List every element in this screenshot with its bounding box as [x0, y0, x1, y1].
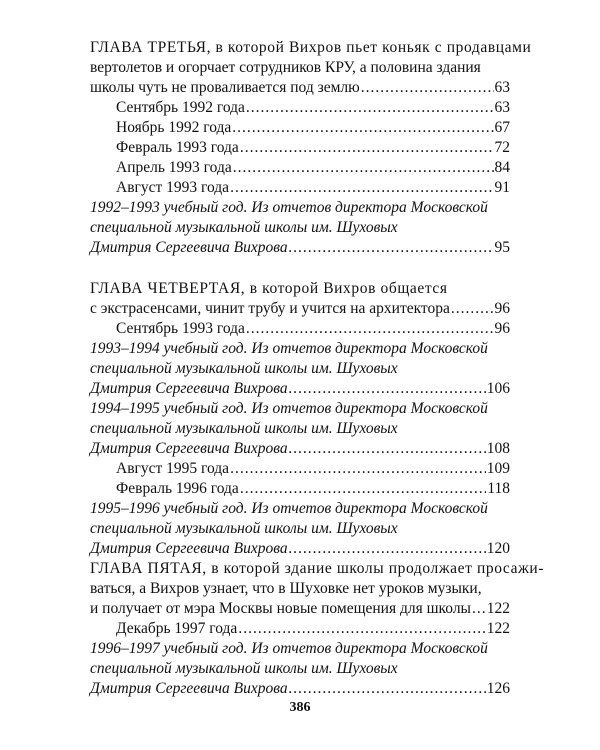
- toc-entry: [90, 619, 510, 639]
- chapter-title-line: с экстрасенсами, чинит трубу и учится на архитектора: [90, 300, 450, 317]
- report-line: Дмитрия Сергеевича Вихрова: [90, 380, 288, 397]
- page-number: 91: [494, 179, 510, 196]
- page-number: 63: [494, 99, 510, 116]
- page-number: 122: [486, 620, 510, 637]
- toc-entry: [90, 78, 510, 98]
- page-number: 118: [487, 480, 510, 497]
- dot-leader: [361, 78, 494, 98]
- page-number: 84: [494, 159, 510, 176]
- toc-entry: [90, 138, 510, 158]
- entry-label: Ноябрь 1992 года: [116, 119, 232, 136]
- page-number: 108: [486, 440, 510, 457]
- report-line: Дмитрия Сергеевича Вихрова: [90, 680, 288, 697]
- report-line: специальной музыкальной школы им. Шуховых: [90, 219, 398, 236]
- entry-label: Август 1995 года: [116, 460, 230, 477]
- entry-label: Февраль 1993 года: [116, 139, 239, 156]
- report-line: Дмитрия Сергеевича Вихрова: [90, 540, 288, 557]
- dot-leader: [240, 479, 487, 499]
- dot-leader: [289, 539, 486, 559]
- chapter-title-line: ГЛАВА ТРЕТЬЯ, в которой Вихров пьет коньяк с продавцами: [90, 39, 532, 56]
- toc-entry: [90, 158, 510, 178]
- page-number: 96: [494, 320, 510, 337]
- entry-label: Сентябрь 1993 года: [116, 320, 245, 337]
- entry-label: Сентябрь 1992 года: [116, 99, 245, 116]
- report-line: специальной музыкальной школы им. Шуховых: [90, 660, 398, 677]
- chapter-title-line: и получает от мэра Москвы новые помещения для школы: [90, 600, 471, 617]
- toc-entry: [90, 539, 510, 559]
- entry-label: Декабрь 1997 года: [116, 620, 238, 637]
- dot-leader: [233, 158, 494, 178]
- page-number: 109: [486, 460, 510, 477]
- toc-entry: [90, 299, 510, 319]
- report-line: Дмитрия Сергеевича Вихрова: [90, 440, 288, 457]
- page-number: 126: [486, 680, 510, 697]
- toc-entry: [90, 379, 510, 399]
- spacer: [90, 258, 510, 279]
- page-number: 96: [494, 300, 510, 317]
- page-number: 67: [494, 119, 510, 136]
- page-number: 120: [486, 540, 510, 557]
- dot-leader: [289, 379, 486, 399]
- dot-leader: [246, 319, 494, 339]
- chapter-five: [90, 559, 545, 699]
- dot-leader: [240, 138, 494, 158]
- toc-entry: [90, 178, 510, 198]
- report-line: 1996–1997 учебный год. Из отчетов директора Московской: [90, 640, 488, 657]
- chapter-title-line: ваться, а Вихров узнает, что в Шуховке нет уроков музыки,: [90, 580, 482, 597]
- toc-entry: [90, 599, 510, 619]
- dot-leader: [230, 178, 493, 198]
- toc-entry: [90, 118, 510, 138]
- toc-entry: [90, 459, 510, 479]
- report-line: Дмитрия Сергеевича Вихрова: [90, 239, 288, 256]
- chapter-four: [90, 279, 510, 559]
- dot-leader: [472, 599, 486, 619]
- report-line: 1992–1993 учебный год. Из отчетов директора Московской: [90, 199, 488, 216]
- chapter-title-line: ГЛАВА ПЯТАЯ, в которой здание школы продолжает просажи-: [90, 560, 545, 577]
- dot-leader: [230, 459, 486, 479]
- dot-leader: [246, 98, 494, 118]
- page-number: 122: [486, 600, 510, 617]
- dot-leader: [289, 679, 486, 699]
- page-number: 106: [486, 380, 510, 397]
- page-number: 63: [494, 79, 510, 96]
- toc-entry: [90, 238, 510, 258]
- table-of-contents: [90, 38, 545, 699]
- report-line: специальной музыкальной школы им. Шуховых: [90, 360, 398, 377]
- dot-leader: [238, 619, 485, 639]
- folio-page-number: 386: [289, 700, 311, 715]
- toc-entry: [90, 439, 510, 459]
- dot-leader: [232, 118, 493, 138]
- report-line: специальной музыкальной школы им. Шуховых: [90, 420, 398, 437]
- chapter-title-line: школы чуть не проваливается под землю: [90, 79, 360, 96]
- report-line: специальной музыкальной школы им. Шуховых: [90, 520, 398, 537]
- entry-label: Август 1993 года: [116, 179, 230, 196]
- entry-label: Апрель 1993 года: [116, 159, 232, 176]
- report-line: 1994–1995 учебный год. Из отчетов директора Московской: [90, 400, 488, 417]
- dot-leader: [289, 238, 494, 258]
- toc-entry: [90, 98, 510, 118]
- toc-entry: [90, 479, 510, 499]
- dot-leader: [289, 439, 486, 459]
- chapter-title-line: ГЛАВА ЧЕТВЕРТАЯ, в которой Вихров общается: [90, 280, 448, 297]
- page-number: 95: [494, 239, 510, 256]
- toc-entry: [90, 679, 510, 699]
- page-number: 72: [494, 139, 510, 156]
- report-line: 1993–1994 учебный год. Из отчетов директора Московской: [90, 340, 488, 357]
- chapter-title-line: вертолетов и огорчает сотрудников КРУ, а половина здания: [90, 59, 481, 76]
- entry-label: Февраль 1996 года: [116, 480, 239, 497]
- chapter-three: [90, 38, 532, 258]
- report-line: 1995–1996 учебный год. Из отчетов директора Московской: [90, 500, 488, 517]
- toc-entry: [90, 319, 510, 339]
- dot-leader: [451, 299, 494, 319]
